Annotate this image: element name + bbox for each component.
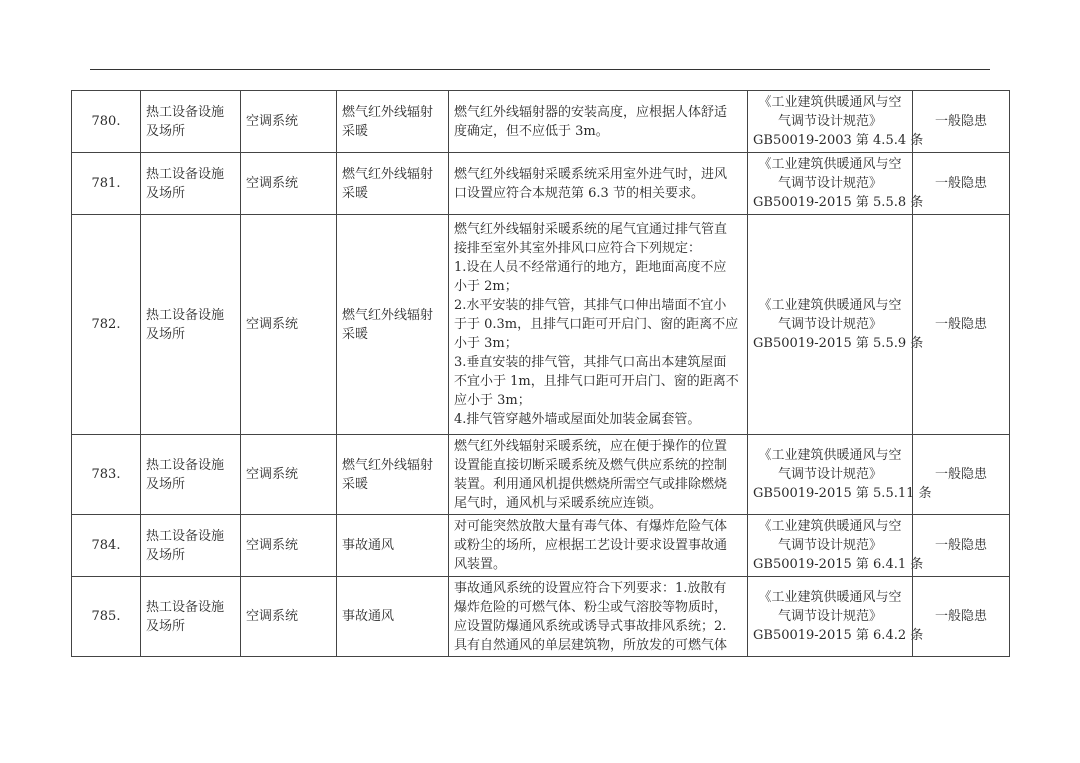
basis-line: 气调节设计规范》 [777, 114, 882, 129]
system-cell: 空调系统 [241, 91, 337, 153]
basis-line: GB50019-2003 第 4.5.4 条 [753, 133, 924, 148]
description-line: 燃气红外线辐射采暖系统的尾气宜通过排气管直 [454, 222, 728, 237]
basis-line: 《工业建筑供暖通风与空 [758, 448, 902, 463]
table-row [72, 515, 1010, 577]
basis-line: 气调节设计规范》 [777, 609, 882, 624]
category-cell: 热工设备设施及场所 [141, 153, 241, 215]
description-line: 小于 2m； [454, 279, 518, 294]
system-cell: 空调系统 [241, 215, 337, 435]
description-cell [449, 215, 748, 435]
description-cell [449, 515, 748, 577]
basis-line: 《工业建筑供暖通风与空 [758, 298, 902, 313]
description-line: 2.水平安装的排气管，其排气口伸出墙面不宜小 [454, 298, 727, 313]
description-line: 小于 3m； [454, 336, 518, 351]
description-line: 3.垂直安装的排气管，其排气口高出本建筑屋面 [454, 355, 727, 370]
row-number: 781. [72, 153, 141, 215]
table-row [72, 153, 1010, 215]
description-line: 1.设在人员不经常通行的地方，距地面高度不应 [454, 260, 727, 275]
hazard-level-cell: 一般隐患 [913, 153, 1010, 215]
basis-line: 气调节设计规范》 [777, 538, 882, 553]
category-cell: 热工设备设施及场所 [141, 435, 241, 515]
item-cell: 事故通风 [337, 577, 449, 657]
table-row [72, 577, 1010, 657]
description-cell [449, 435, 748, 515]
table-body [72, 91, 1010, 657]
basis-cell [748, 153, 924, 215]
description-line: 尾气时，通风机与采暖系统应连锁。 [454, 495, 663, 511]
row-number: 784. [72, 515, 141, 577]
basis-line: GB50019-2015 第 5.5.11 条 [753, 486, 932, 501]
description-line: 爆炸危险的可燃气体、粉尘或气溶胶等物质时， [454, 599, 728, 615]
category-cell: 热工设备设施及场所 [141, 215, 241, 435]
item-cell: 燃气红外线辐射采暖 [337, 153, 449, 215]
system-cell: 空调系统 [241, 577, 337, 657]
row-number: 785. [72, 577, 141, 657]
row-number: 782. [72, 215, 141, 435]
description-line: 燃气红外线辐射采暖系统采用室外进气时，进风 [454, 166, 728, 182]
system-cell: 空调系统 [241, 435, 337, 515]
description-line: 或粉尘的场所，应根据工艺设计要求设置事故通 [454, 538, 728, 553]
hazard-level-cell: 一般隐患 [913, 577, 1010, 657]
description-line: 具有自然通风的单层建筑物，所放发的可燃气体 [454, 637, 728, 653]
basis-line: 《工业建筑供暖通风与空 [758, 157, 902, 172]
basis-line: GB50019-2015 第 5.5.8 条 [753, 195, 924, 210]
item-cell: 燃气红外线辐射采暖 [337, 215, 449, 435]
basis-line: GB50019-2015 第 6.4.1 条 [753, 557, 924, 572]
basis-line: 《工业建筑供暖通风与空 [758, 519, 902, 534]
description-line: 4.排气管穿越外墙或屋面处加装金属套管。 [454, 412, 701, 427]
row-number: 783. [72, 435, 141, 515]
table-row [72, 215, 1010, 435]
description-cell [449, 153, 748, 215]
hazard-table [71, 90, 1010, 657]
description-line: 应设置防爆通风系统或诱导式事故排风系统；2. [454, 618, 727, 634]
description-line: 设置能直接切断采暖系统及燃气供应系统的控制 [454, 457, 728, 473]
hazard-level-cell: 一般隐患 [913, 515, 1010, 577]
hazard-level-cell: 一般隐患 [913, 91, 1010, 153]
basis-line: 气调节设计规范》 [777, 467, 882, 482]
description-line: 燃气红外线辐射器的安装高度，应根据人体舒适 [454, 104, 728, 120]
category-cell: 热工设备设施及场所 [141, 577, 241, 657]
header-rule [90, 69, 990, 70]
description-line: 事故通风系统的设置应符合下列要求：1.放散有 [454, 580, 727, 596]
description-cell [449, 91, 748, 153]
description-line: 度确定，但不应低于 3m。 [454, 123, 609, 139]
basis-line: 气调节设计规范》 [777, 317, 882, 332]
description-line: 燃气红外线辐射采暖系统，应在便于操作的位置 [454, 438, 728, 454]
description-cell [449, 577, 748, 657]
basis-cell [748, 435, 932, 515]
item-cell: 事故通风 [337, 515, 449, 577]
category-cell: 热工设备设施及场所 [141, 91, 241, 153]
description-line: 口设置应符合本规范第 6.3 节的相关要求。 [454, 185, 704, 201]
row-number: 780. [72, 91, 141, 153]
system-cell: 空调系统 [241, 153, 337, 215]
basis-line: 《工业建筑供暖通风与空 [758, 95, 902, 110]
table-row [72, 435, 1010, 515]
description-line: 于于 0.3m，且排气口距可开启门、窗的距离不应 [454, 317, 739, 332]
table-row [72, 91, 1010, 153]
basis-cell [748, 515, 924, 577]
description-line: 对可能突然放散大量有毒气体、有爆炸危险气体 [454, 519, 728, 534]
basis-cell [748, 577, 924, 657]
description-line: 应小于 3m； [454, 393, 531, 408]
description-line: 接排至室外其室外排风口应符合下列规定： [454, 241, 702, 256]
item-cell: 燃气红外线辐射采暖 [337, 435, 449, 515]
system-cell: 空调系统 [241, 515, 337, 577]
basis-cell [748, 91, 924, 153]
item-cell: 燃气红外线辐射采暖 [337, 91, 449, 153]
description-line: 装置。利用通风机提供燃烧所需空气或排除燃烧 [454, 476, 728, 492]
description-line: 不宜小于 1m，且排气口距可开启门、窗的距离不 [454, 374, 739, 389]
description-line: 风装置。 [454, 557, 507, 572]
category-cell: 热工设备设施及场所 [141, 515, 241, 577]
basis-line: GB50019-2015 第 6.4.2 条 [753, 628, 924, 643]
basis-line: 《工业建筑供暖通风与空 [758, 590, 902, 605]
basis-line: GB50019-2015 第 5.5.9 条 [753, 336, 924, 351]
basis-cell [748, 215, 924, 435]
hazard-level-cell: 一般隐患 [913, 435, 1010, 515]
hazard-level-cell: 一般隐患 [913, 215, 1010, 435]
basis-line: 气调节设计规范》 [777, 176, 882, 191]
